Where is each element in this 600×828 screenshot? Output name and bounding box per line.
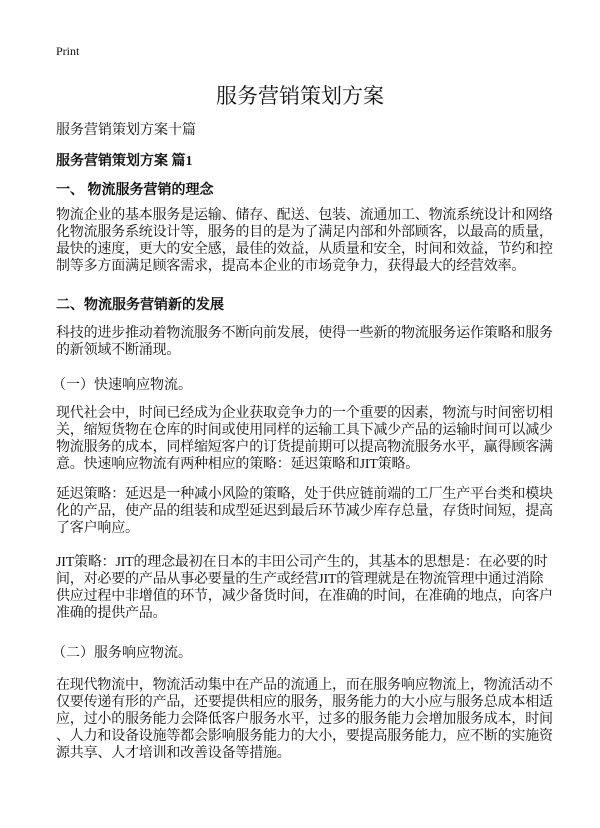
part-heading: 服务营销策划方案 篇1	[56, 154, 193, 169]
text-line: 意。快速响应物流有两种相应的策略：延迟策略和JIT策略。	[56, 457, 420, 472]
text-line: 制等多方面满足顾客需求，提高本企业的市场竞争力，获得最大的经营效率。	[56, 259, 526, 274]
text-line: 的新领域不断涌现。	[56, 343, 181, 358]
text-line: 化的产品，使产品的组装和成型延迟到最后环节减少库存总量，存货时间短，提高	[56, 504, 553, 519]
text-line: 现代社会中，时间已经成为企业获取竞争力的一个重要的因素，物流与时间密切相	[56, 406, 553, 421]
text-line: 化物流服务系统设计等，服务的目的是为了满足内部和外部顾客，以最高的质量，	[56, 225, 553, 240]
text-line: 供应过程中非增值的环节，减少备货时间，在准确的时间，在准确的地点，向客户	[56, 589, 553, 604]
subsection1-heading: （一）快速响应物流。	[52, 378, 192, 393]
text-line: 间，对必要的产品从事必要量的生产或经营JIT的管理就是在物流管理中通过消除	[56, 572, 544, 587]
text-line: 最快的速度，更大的安全感，最佳的效益，从质量和安全，时间和效益，节约和控	[56, 242, 553, 257]
text-line: 源共享、人才培训和改善设备等措施。	[56, 746, 291, 761]
paragraph-service-response	[56, 677, 556, 762]
text-line: 仅要传递有形的产品，还要提供相应的服务，服务能力的大小应与服务总成本相适	[56, 695, 553, 710]
text-line: 、人力和设备设施等都会影响服务能力的大小，要提高服务能力，应不断的实施资	[56, 729, 553, 744]
document-subtitle: 服务营销策划方案十篇	[56, 123, 196, 138]
text-line: 在现代物流中，物流活动集中在产品的流通上，而在服务响应物流上，物流活动不	[56, 678, 553, 693]
text-line: 了客户响应。	[56, 521, 139, 536]
print-link[interactable]: Print	[56, 44, 80, 58]
section1-heading: 一、 物流服务营销的理念	[56, 183, 214, 198]
subsection2-heading: （二）服务响应物流。	[52, 646, 192, 661]
paragraph-jit	[56, 554, 556, 622]
section2-heading: 二、物流服务营销新的发展	[56, 298, 224, 313]
paragraph-logistics-concept	[56, 207, 556, 275]
text-line: 应，过小的服务能力会降低客户服务水平，过多的服务能力会增加服务成本，时间	[56, 712, 553, 727]
paragraph-postponement	[56, 486, 556, 537]
document-title: 服务营销策划方案	[216, 84, 384, 108]
paragraph-quick-response	[56, 405, 556, 473]
text-line: 准确的提供产品。	[56, 606, 167, 621]
text-line: 科技的进步推动着物流服务不断向前发展，使得一些新的物流服务运作策略和服务	[56, 326, 553, 341]
text-line: 延迟策略：延迟是一种减小风险的策略，处于供应链前端的工厂生产平台类和模块	[56, 487, 553, 502]
text-line: 关，缩短货物在仓库的时间或使用同样的运输工具下减少产品的运输时间可以减少	[56, 423, 553, 438]
text-line: JIT策略：JIT的理念最初在日本的丰田公司产生的，其基本的思想是：在必要的时	[56, 555, 548, 570]
paragraph-development	[56, 325, 556, 359]
text-line: 物流服务的成本，同样缩短客户的订货提前期可以提高物流服务水平，赢得顾客满	[56, 440, 553, 455]
text-line: 物流企业的基本服务是运输、储存、配送、包装、流通加工、物流系统设计和网络	[56, 208, 553, 223]
